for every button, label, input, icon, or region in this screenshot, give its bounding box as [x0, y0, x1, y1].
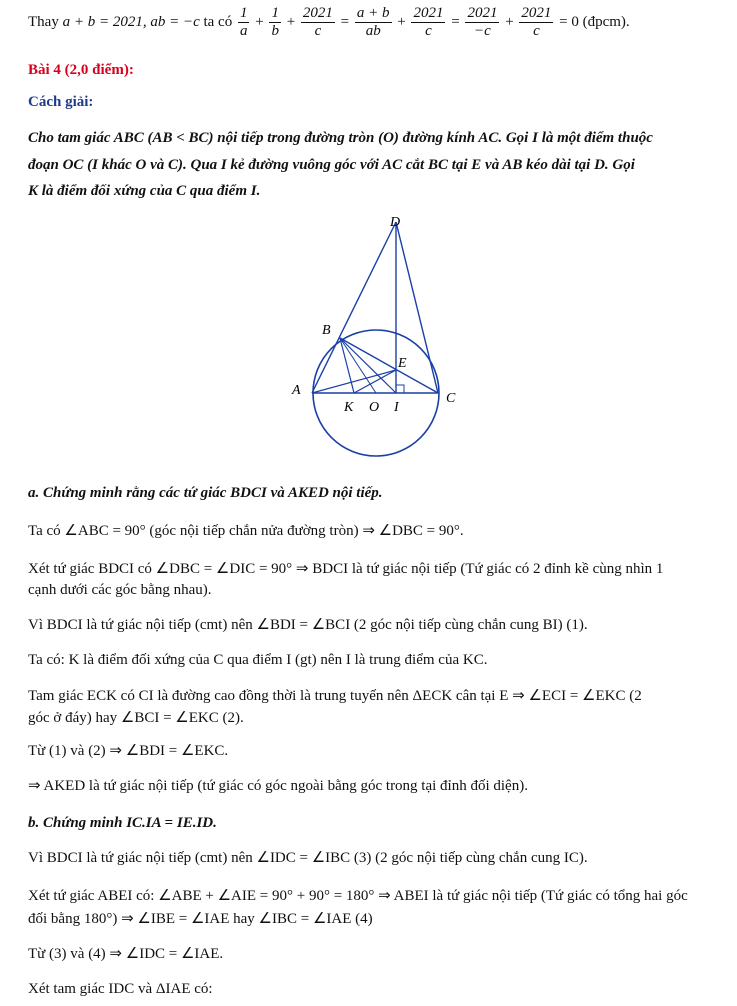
- part-a-paragraph-7: ⇒ AKED là tứ giác nội tiếp (tứ giác có góc ngoài bằng góc trong tại đỉnh đối diện).: [28, 778, 528, 794]
- formula-taco: ta có: [203, 14, 233, 30]
- part-b-paragraph-2a: Xét tứ giác ABEI có: ∠ABE + ∠AIE = 90° + 90° = 180° ⇒ ABEI là tứ giác nội tiếp (Tứ giác có tổng hai góc: [28, 888, 688, 904]
- label-c: C: [446, 391, 456, 406]
- part-a-paragraph-6: Từ (1) và (2) ⇒ ∠BDI = ∠EKC.: [28, 743, 229, 759]
- fraction-aplusb-over-ab: [355, 5, 392, 40]
- den: c: [425, 23, 432, 40]
- num: 1: [271, 5, 279, 22]
- fraction-2021-over-c: [301, 5, 335, 40]
- num: 2021: [467, 5, 498, 22]
- fraction-1-over-a: [238, 5, 250, 40]
- plus-sign: +: [505, 14, 514, 30]
- den: −c: [474, 23, 491, 40]
- equals-sign: =: [451, 14, 460, 30]
- part-a-title: a. Chứng minh rằng các tứ giác BDCI và AKED nội tiếp.: [28, 485, 383, 501]
- plus-sign: +: [255, 14, 264, 30]
- part-a-paragraph-5a: Tam giác ECK có CI là đường cao đồng thời là trung tuyến nên ΔECK cân tại E ⇒ ∠ECI = ∠EKC (2: [28, 688, 642, 704]
- label-b: B: [322, 323, 331, 338]
- problem-line-1: Cho tam giác ABC (AB < BC) nội tiếp trong đường tròn (O) đường kính AC. Gọi I là một điểm thuộc: [28, 130, 653, 146]
- part-a-paragraph-2b: cạnh dưới các góc bằng nhau).: [28, 582, 212, 598]
- den: a: [239, 23, 248, 40]
- formula-condition: a + b = 2021, ab = −c: [62, 14, 200, 30]
- right-angle-mark: [396, 385, 404, 393]
- segment-ae: [312, 370, 396, 393]
- den: ab: [365, 23, 381, 40]
- segment-bc: [340, 338, 438, 393]
- label-a: A: [292, 383, 301, 398]
- part-a-paragraph-3: Vì BDCI là tứ giác nội tiếp (cmt) nên ∠BDI = ∠BCI (2 góc nội tiếp cùng chắn cung BI) (1).: [28, 617, 588, 633]
- fraction-2021-over-c: [519, 5, 553, 40]
- problem-line-3: K là điểm đối xứng của C qua điểm I.: [28, 183, 261, 199]
- part-b-paragraph-4: Xét tam giác IDC và ΔIAE có:: [28, 981, 213, 997]
- part-a-paragraph-1: Ta có ∠ABC = 90° (góc nội tiếp chắn nửa đường tròn) ⇒ ∠DBC = 90°.: [28, 523, 464, 539]
- part-b-paragraph-1: Vì BDCI là tứ giác nội tiếp (cmt) nên ∠IDC = ∠IBC (3) (2 góc nội tiếp cùng chắn cung IC).: [28, 850, 588, 866]
- den: c: [533, 23, 540, 40]
- part-a-paragraph-5b: góc ở đáy) hay ∠BCI = ∠EKC (2).: [28, 710, 244, 726]
- num: 2021: [302, 5, 333, 22]
- part-b-paragraph-2b: đối bằng 180°) ⇒ ∠IBE = ∠IAE hay ∠IBC = ∠IAE (4): [28, 911, 373, 927]
- num: a + b: [356, 5, 390, 22]
- part-b-title: b. Chứng minh IC.IA = IE.ID.: [28, 815, 217, 831]
- plus-sign: +: [286, 14, 296, 30]
- num: 1: [239, 5, 248, 22]
- section-heading-cach-giai: Cách giải:: [28, 94, 94, 110]
- num: 2021: [521, 5, 552, 22]
- label-k: K: [344, 400, 354, 415]
- label-o: O: [369, 400, 380, 415]
- den: c: [314, 23, 322, 40]
- segment-bo: [340, 338, 376, 393]
- part-a-paragraph-2a: Xét tứ giác BDCI có ∠DBC = ∠DIC = 90° ⇒ BDCI là tứ giác nội tiếp (Tứ giác có 2 đỉnh kề cùng nhìn 1: [28, 561, 664, 577]
- formula-prefix: Thay: [28, 14, 59, 30]
- plus-sign: +: [397, 14, 406, 30]
- fraction-1-over-b: [269, 5, 281, 40]
- formula-line: [28, 4, 723, 40]
- num: 2021: [413, 5, 444, 22]
- label-e: E: [398, 356, 407, 371]
- part-a-paragraph-4: Ta có: K là điểm đối xứng của C qua điểm I (gt) nên I là trung điểm của KC.: [28, 652, 488, 668]
- den: b: [271, 23, 279, 40]
- part-b-paragraph-3: Từ (3) và (4) ⇒ ∠IDC = ∠IAE.: [28, 946, 224, 962]
- equals-sign: =: [340, 14, 350, 30]
- fraction-2021-over-minus-c: [465, 5, 499, 40]
- segment-ad: [312, 222, 396, 393]
- section-heading-bai4: Bài 4 (2,0 điểm):: [28, 62, 134, 78]
- label-i: I: [394, 400, 399, 415]
- geometry-diagram: [280, 208, 480, 478]
- problem-line-2: đoạn OC (I khác O và C). Qua I kẻ đường vuông góc với AC cắt BC tại E và AB kéo dài tại D. Gọi: [28, 157, 635, 173]
- fraction-2021-over-c: [411, 5, 445, 40]
- formula-end: = 0 (đpcm).: [559, 14, 630, 30]
- segment-ke: [354, 370, 396, 393]
- label-d: D: [390, 215, 401, 230]
